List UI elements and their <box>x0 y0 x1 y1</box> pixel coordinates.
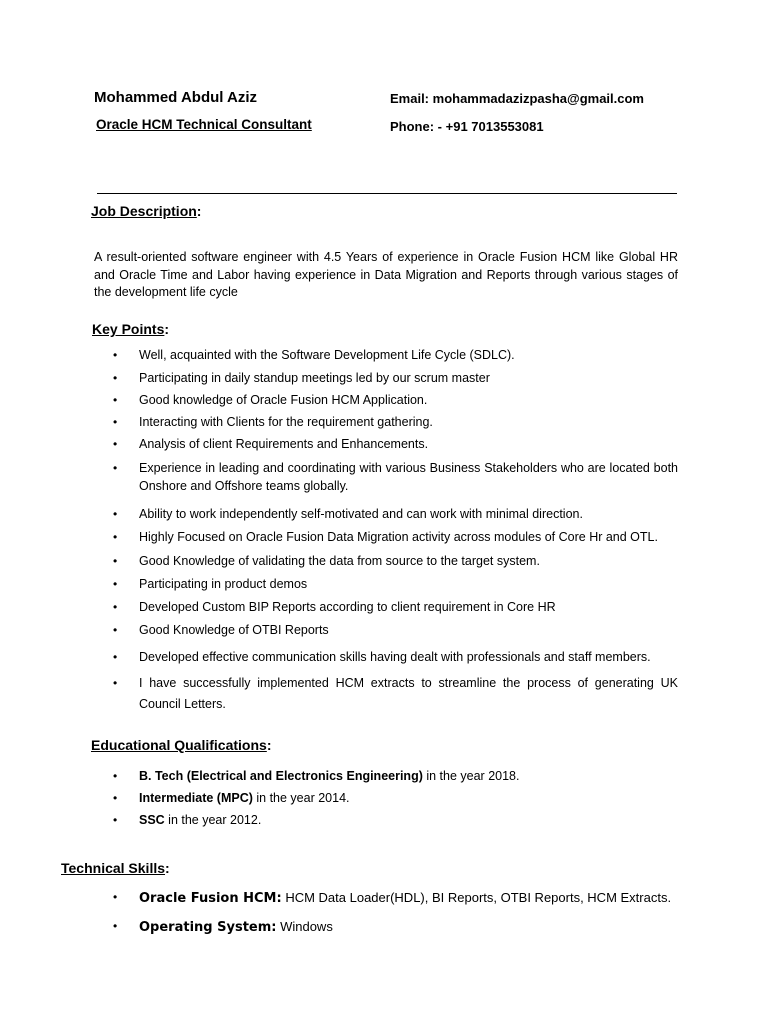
skill-label: Operating System: <box>139 920 277 935</box>
skills-heading-colon: : <box>165 860 170 876</box>
list-item <box>113 768 678 786</box>
list-item-text: Participating in daily standup meetings led by our scrum master <box>139 371 490 385</box>
list-item <box>113 673 678 715</box>
list-item <box>113 529 678 547</box>
list-item-text: Analysis of client Requirements and Enhancements. <box>139 437 429 451</box>
skill-label: Oracle Fusion HCM: <box>139 891 282 906</box>
bullet-icon: • <box>113 437 118 451</box>
list-item-text: Highly Focused on Oracle Fusion Data Migration activity across modules of Core Hr and OTL. <box>139 530 658 544</box>
education-heading <box>91 737 271 753</box>
list-item <box>113 790 678 808</box>
list-item <box>113 370 678 388</box>
email-line <box>390 91 644 106</box>
email-value[interactable]: mohammadazizpasha@gmail.com <box>432 91 644 106</box>
list-item <box>113 414 678 432</box>
bullet-icon: • <box>113 769 118 783</box>
education-heading-colon: : <box>266 737 272 753</box>
list-item <box>113 918 678 937</box>
key-points-heading <box>92 321 169 337</box>
skill-value: Windows <box>276 919 333 934</box>
list-item-text: Developed Custom BIP Reports according to client requirement in Core HR <box>139 600 556 614</box>
email-label: Email: <box>390 91 430 106</box>
job-description-text: A result-oriented software engineer with 4.5 Years of experience in Oracle Fusion HCM like Global HR and Oracle Time and Labor having experience in Data Migration and Reports through various stages of the development life cycle <box>94 250 678 299</box>
phone-label: Phone: - <box>390 119 442 134</box>
phone-line <box>390 119 544 134</box>
list-item-text: Good Knowledge of validating the data from source to the target system. <box>139 554 540 568</box>
bullet-icon: • <box>113 371 118 385</box>
degree-name: Intermediate (MPC) <box>139 791 253 805</box>
degree-year: in the year 2012. <box>164 813 262 827</box>
list-item-text: Good knowledge of Oracle Fusion HCM Application. <box>139 393 428 407</box>
header-divider <box>97 193 677 194</box>
job-description-heading <box>91 203 201 219</box>
degree-year: in the year 2018. <box>422 769 520 783</box>
list-item <box>113 576 678 594</box>
list-item <box>113 622 678 640</box>
bullet-icon: • <box>113 623 118 637</box>
bullet-icon: • <box>113 415 118 429</box>
key-points-heading-text: Key Points <box>92 321 165 337</box>
bullet-icon: • <box>113 890 118 904</box>
list-item-text: Developed effective communication skills having dealt with professionals and staff members. <box>139 650 651 664</box>
list-item-text: Interacting with Clients for the requirement gathering. <box>139 415 433 429</box>
list-item-text: I have successfully implemented HCM extracts to streamline the process of generating UK Council Letters. <box>139 676 678 711</box>
key-points-heading-colon: : <box>164 321 170 337</box>
list-item <box>113 460 678 495</box>
degree-name: B. Tech (Electrical and Electronics Engineering) <box>139 769 423 783</box>
bullet-icon: • <box>113 813 118 827</box>
degree-name: SSC <box>139 813 165 827</box>
bullet-icon: • <box>113 554 118 568</box>
bullet-icon: • <box>113 600 118 614</box>
bullet-icon: • <box>113 348 118 362</box>
list-item <box>113 347 678 365</box>
skill-value: HCM Data Loader(HDL), BI Reports, OTBI Reports, HCM Extracts. <box>281 890 672 905</box>
list-item <box>113 392 678 410</box>
list-item-text: Well, acquainted with the Software Development Life Cycle (SDLC). <box>139 348 515 362</box>
list-item <box>113 649 678 667</box>
candidate-name: Mohammed Abdul Aziz <box>94 89 258 106</box>
list-item <box>113 889 678 908</box>
skills-heading <box>61 860 170 876</box>
bullet-icon: • <box>113 676 118 690</box>
bullet-icon: • <box>113 919 118 933</box>
bullet-icon: • <box>113 650 118 664</box>
bullet-icon: • <box>113 393 118 407</box>
job-description-heading-colon: : <box>196 203 202 219</box>
phone-value: +91 7013553081 <box>445 119 544 134</box>
skills-heading-text: Technical Skills <box>61 860 166 876</box>
list-item <box>113 812 678 830</box>
list-item <box>113 436 678 454</box>
bullet-icon: • <box>113 530 118 544</box>
bullet-icon: • <box>113 507 118 521</box>
bullet-icon: • <box>113 577 118 591</box>
bullet-icon: • <box>113 791 118 805</box>
education-heading-text: Educational Qualifications <box>91 737 267 753</box>
list-item-text: Good Knowledge of OTBI Reports <box>139 623 329 637</box>
bullet-icon: • <box>113 461 118 475</box>
list-item-text: Experience in leading and coordinating with various Business Stakeholders who are located both Onshore and Offshore teams globally. <box>139 461 678 493</box>
degree-year: in the year 2014. <box>252 791 350 805</box>
candidate-role: Oracle HCM Technical Consultant <box>96 117 312 132</box>
list-item-text: Ability to work independently self-motivated and can work with minimal direction. <box>139 507 583 521</box>
list-item-text: Participating in product demos <box>139 577 308 591</box>
list-item <box>113 553 678 571</box>
list-item <box>113 599 678 617</box>
job-description-heading-text: Job Description <box>91 203 197 219</box>
list-item <box>113 506 678 524</box>
